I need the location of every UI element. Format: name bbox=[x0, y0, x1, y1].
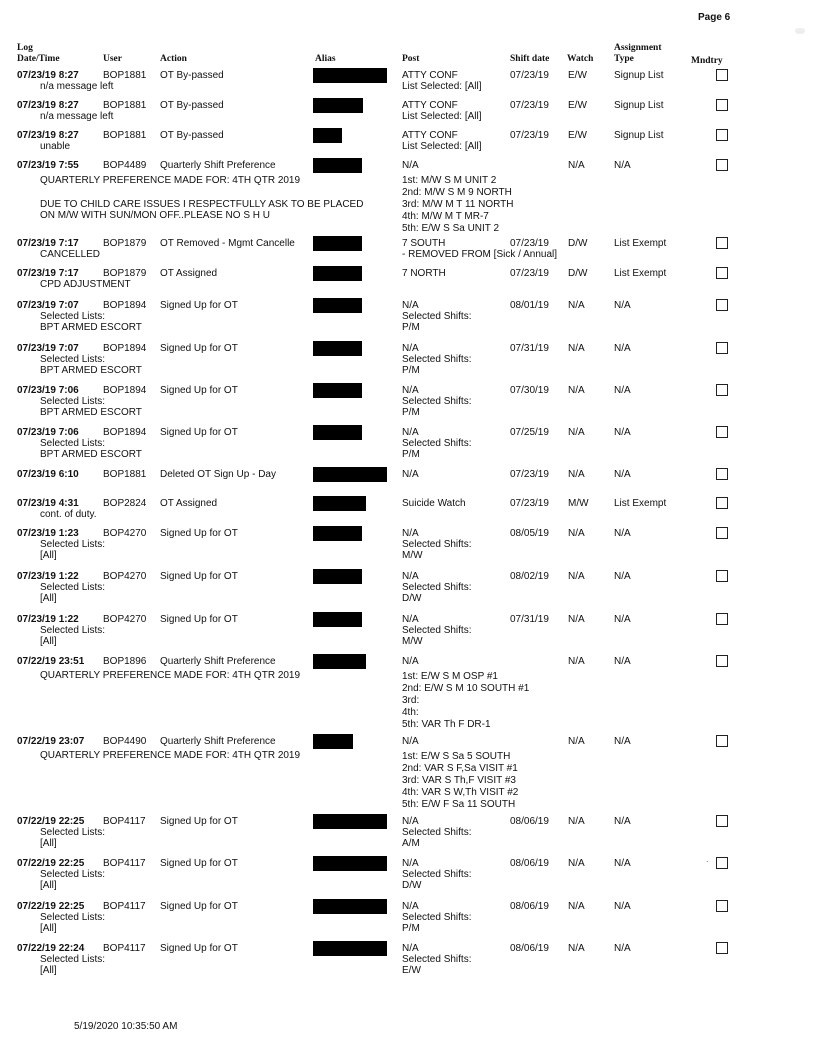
entry-user: BOP4117 bbox=[103, 901, 146, 912]
preference-3: 3rd: M/W M T 11 NORTH bbox=[402, 199, 514, 210]
entry-user: BOP4490 bbox=[103, 736, 147, 747]
entry-user: BOP1881 bbox=[103, 469, 147, 480]
entry-post: N/A bbox=[402, 943, 419, 954]
entry-shift-date: 08/06/19 bbox=[510, 816, 549, 827]
entry-assignment-type: N/A bbox=[614, 160, 631, 171]
mandatory-checkbox[interactable] bbox=[716, 426, 728, 438]
entry-post: N/A bbox=[402, 614, 419, 625]
entry-shift-date: 08/06/19 bbox=[510, 943, 549, 954]
entry-note-line2: DUE TO CHILD CARE ISSUES I RESPECTFULLY ASK TO BE PLACED bbox=[40, 199, 364, 210]
mandatory-checkbox[interactable] bbox=[716, 613, 728, 625]
entry-post-detail: Selected Shifts: bbox=[402, 396, 472, 407]
entry-note-detail: [All] bbox=[40, 880, 57, 891]
entry-user: BOP4270 bbox=[103, 614, 147, 625]
entry-post-detail: Selected Shifts: bbox=[402, 625, 472, 636]
entry-action: Signed Up for OT bbox=[160, 343, 238, 354]
entry-post: N/A bbox=[402, 469, 419, 480]
entry-note-detail: [All] bbox=[40, 838, 57, 849]
entry-post: N/A bbox=[402, 343, 419, 354]
entry-post-detail: Selected Shifts: bbox=[402, 582, 472, 593]
entry-post-detail: List Selected: [All] bbox=[402, 111, 482, 122]
entry-note-detail: BPT ARMED ESCORT bbox=[40, 365, 142, 376]
entry-post: N/A bbox=[402, 858, 419, 869]
alias-redaction bbox=[313, 734, 353, 749]
entry-action: OT By-passed bbox=[160, 70, 224, 81]
entry-shift-date: 07/31/19 bbox=[510, 614, 549, 625]
entry-assignment-type: N/A bbox=[614, 656, 631, 667]
entry-user: BOP1894 bbox=[103, 427, 147, 438]
entry-note-detail: BPT ARMED ESCORT bbox=[40, 322, 142, 333]
mandatory-checkbox[interactable] bbox=[716, 655, 728, 667]
mandatory-checkbox[interactable] bbox=[716, 159, 728, 171]
entry-datetime: 07/22/19 22:25 bbox=[17, 816, 85, 827]
entry-post-detail: List Selected: [All] bbox=[402, 81, 482, 92]
alias-redaction bbox=[313, 341, 362, 356]
alias-redaction bbox=[313, 425, 362, 440]
alias-redaction bbox=[313, 158, 362, 173]
entry-post-detail: Selected Shifts: bbox=[402, 954, 472, 965]
entry-watch: N/A bbox=[568, 571, 585, 582]
entry-assignment-type: N/A bbox=[614, 736, 631, 747]
entry-assignment-type: N/A bbox=[614, 858, 631, 869]
entry-datetime: 07/23/19 7:06 bbox=[17, 427, 79, 438]
entry-action: Signed Up for OT bbox=[160, 528, 238, 539]
entry-post: Suicide Watch bbox=[402, 498, 466, 509]
entry-note-line3: ON M/W WITH SUN/MON OFF..PLEASE NO S H U bbox=[40, 210, 271, 221]
entry-shift-date: 07/25/19 bbox=[510, 427, 549, 438]
entry-action: Deleted OT Sign Up - Day bbox=[160, 469, 276, 480]
entry-action: Quarterly Shift Preference bbox=[160, 160, 276, 171]
entry-post-detail: - REMOVED FROM [Sick / Annual] bbox=[402, 249, 558, 260]
entry-note: Selected Lists: bbox=[40, 912, 106, 923]
entry-shift-date: 08/02/19 bbox=[510, 571, 549, 582]
entry-note: CANCELLED bbox=[40, 249, 101, 260]
entry-post-detail: Selected Shifts: bbox=[402, 869, 472, 880]
entry-selected-shift: P/M bbox=[402, 322, 420, 333]
entry-post: ATTY CONF bbox=[402, 100, 458, 111]
entry-note-detail: BPT ARMED ESCORT bbox=[40, 407, 142, 418]
entry-post-detail: List Selected: [All] bbox=[402, 141, 482, 152]
entry-post-detail: Selected Shifts: bbox=[402, 354, 472, 365]
entry-datetime: 07/23/19 1:22 bbox=[17, 571, 79, 582]
entry-watch: N/A bbox=[568, 160, 585, 171]
alias-redaction bbox=[313, 68, 387, 83]
entry-note: Selected Lists: bbox=[40, 582, 106, 593]
entry-datetime: 07/23/19 8:27 bbox=[17, 70, 79, 81]
preference-5: 5th: E/W F Sa 11 SOUTH bbox=[402, 799, 516, 810]
entry-selected-shift: P/M bbox=[402, 407, 420, 418]
entry-datetime: 07/23/19 8:27 bbox=[17, 130, 79, 141]
preference-4: 4th: bbox=[402, 707, 419, 718]
entry-note-detail: [All] bbox=[40, 636, 57, 647]
entry-post-detail: Selected Shifts: bbox=[402, 438, 472, 449]
alias-redaction bbox=[313, 98, 363, 113]
entry-user: BOP4117 bbox=[103, 816, 146, 827]
entry-assignment-type: N/A bbox=[614, 469, 631, 480]
entry-user: BOP1881 bbox=[103, 100, 147, 111]
entry-post: N/A bbox=[402, 656, 419, 667]
entry-assignment-type: N/A bbox=[614, 427, 631, 438]
entry-assignment-type: N/A bbox=[614, 300, 631, 311]
entry-watch: M/W bbox=[568, 498, 589, 509]
entry-note-detail: BPT ARMED ESCORT bbox=[40, 449, 142, 460]
entry-watch: N/A bbox=[568, 858, 585, 869]
preference-5: 5th: E/W S Sa UNIT 2 bbox=[402, 223, 500, 234]
alias-redaction bbox=[313, 266, 362, 281]
entry-post: N/A bbox=[402, 427, 419, 438]
entry-note: Selected Lists: bbox=[40, 354, 106, 365]
entry-post-detail: Selected Shifts: bbox=[402, 539, 472, 550]
alias-redaction bbox=[313, 236, 362, 251]
entry-action: Signed Up for OT bbox=[160, 300, 238, 311]
entry-shift-date: 07/31/19 bbox=[510, 343, 549, 354]
entry-note: Selected Lists: bbox=[40, 625, 106, 636]
header-action: Action bbox=[160, 54, 187, 64]
mandatory-checkbox[interactable] bbox=[716, 129, 728, 141]
entry-post: N/A bbox=[402, 901, 419, 912]
mandatory-checkbox[interactable] bbox=[716, 342, 728, 354]
preference-2: 2nd: M/W S M 9 NORTH bbox=[402, 187, 512, 198]
entry-action: OT Assigned bbox=[160, 498, 218, 509]
entry-post: N/A bbox=[402, 736, 419, 747]
entry-post: N/A bbox=[402, 160, 419, 171]
entry-shift-date: 07/23/19 bbox=[510, 268, 549, 279]
entry-datetime: 07/23/19 7:17 bbox=[17, 238, 79, 249]
entry-shift-date: 07/23/19 bbox=[510, 498, 549, 509]
entry-datetime: 07/23/19 7:55 bbox=[17, 160, 79, 171]
alias-redaction bbox=[313, 526, 362, 541]
mandatory-checkbox[interactable] bbox=[716, 900, 728, 912]
entry-note: Selected Lists: bbox=[40, 869, 106, 880]
entry-action: Signed Up for OT bbox=[160, 571, 238, 582]
entry-post-detail: Selected Shifts: bbox=[402, 827, 472, 838]
entry-note: CPD ADJUSTMENT bbox=[40, 279, 131, 290]
header-assignment: Assignment bbox=[614, 43, 662, 53]
entry-selected-shift: D/W bbox=[402, 880, 422, 891]
alias-redaction bbox=[313, 298, 362, 313]
entry-note: Selected Lists: bbox=[40, 396, 106, 407]
entry-action: Quarterly Shift Preference bbox=[160, 736, 276, 747]
entry-user: BOP4489 bbox=[103, 160, 147, 171]
alias-redaction bbox=[313, 814, 387, 829]
entry-shift-date: 07/23/19 bbox=[510, 238, 549, 249]
header-date-time: Date/Time bbox=[17, 54, 60, 64]
entry-action: OT By-passed bbox=[160, 130, 224, 141]
entry-watch: N/A bbox=[568, 385, 585, 396]
mandatory-checkbox[interactable] bbox=[716, 942, 728, 954]
mandatory-checkbox[interactable] bbox=[716, 735, 728, 747]
entry-action: Signed Up for OT bbox=[160, 427, 238, 438]
entry-shift-date: 08/05/19 bbox=[510, 528, 549, 539]
entry-datetime: 07/22/19 22:25 bbox=[17, 858, 85, 869]
entry-watch: N/A bbox=[568, 528, 585, 539]
entry-action: OT Removed - Mgmt Cancelle bbox=[160, 238, 295, 249]
entry-post: N/A bbox=[402, 300, 419, 311]
entry-datetime: 07/23/19 6:10 bbox=[17, 469, 79, 480]
entry-user: BOP1881 bbox=[103, 130, 147, 141]
entry-note: Selected Lists: bbox=[40, 311, 106, 322]
entry-user: BOP4117 bbox=[103, 858, 146, 869]
alias-redaction bbox=[313, 941, 387, 956]
entry-post: 7 NORTH bbox=[402, 268, 446, 279]
entry-datetime: 07/23/19 7:06 bbox=[17, 385, 79, 396]
entry-note: n/a message left bbox=[40, 81, 114, 92]
stray-mark: . bbox=[706, 854, 709, 864]
entry-action: Signed Up for OT bbox=[160, 385, 238, 396]
entry-watch: N/A bbox=[568, 816, 585, 827]
entry-action: Signed Up for OT bbox=[160, 816, 238, 827]
entry-shift-date: 07/23/19 bbox=[510, 70, 549, 81]
alias-redaction bbox=[313, 128, 342, 143]
entry-watch: E/W bbox=[568, 130, 587, 141]
entry-selected-shift: E/W bbox=[402, 965, 421, 976]
entry-assignment-type: N/A bbox=[614, 901, 631, 912]
alias-redaction bbox=[313, 467, 387, 482]
entry-post: N/A bbox=[402, 385, 419, 396]
entry-user: BOP1894 bbox=[103, 343, 147, 354]
entry-watch: D/W bbox=[568, 238, 588, 249]
entry-selected-shift: P/M bbox=[402, 449, 420, 460]
entry-note: QUARTERLY PREFERENCE MADE FOR: 4TH QTR 2019 bbox=[40, 750, 301, 761]
entry-shift-date: 07/23/19 bbox=[510, 130, 549, 141]
alias-redaction bbox=[313, 569, 362, 584]
entry-selected-shift: D/W bbox=[402, 593, 422, 604]
entry-assignment-type: N/A bbox=[614, 943, 631, 954]
entry-user: BOP2824 bbox=[103, 498, 147, 509]
entry-action: Signed Up for OT bbox=[160, 943, 238, 954]
entry-assignment-type: N/A bbox=[614, 571, 631, 582]
preference-3: 3rd: VAR S Th,F VISIT #3 bbox=[402, 775, 516, 786]
preference-4: 4th: M/W M T MR-7 bbox=[402, 211, 489, 222]
header-user: User bbox=[103, 54, 122, 64]
entry-note: Selected Lists: bbox=[40, 438, 106, 449]
header-mndtry: Mndtry bbox=[691, 56, 723, 66]
header-shift-date: Shift date bbox=[510, 54, 550, 64]
alias-redaction bbox=[313, 654, 366, 669]
entry-assignment-type: N/A bbox=[614, 614, 631, 625]
entry-post: N/A bbox=[402, 571, 419, 582]
entry-note-detail: [All] bbox=[40, 923, 57, 934]
entry-post: N/A bbox=[402, 528, 419, 539]
entry-post: ATTY CONF bbox=[402, 70, 458, 81]
page-number: Page 6 bbox=[698, 12, 731, 23]
entry-watch: N/A bbox=[568, 943, 585, 954]
mandatory-checkbox[interactable] bbox=[716, 527, 728, 539]
entry-action: Signed Up for OT bbox=[160, 614, 238, 625]
entry-action: Quarterly Shift Preference bbox=[160, 656, 276, 667]
entry-note: Selected Lists: bbox=[40, 827, 106, 838]
entry-assignment-type: List Exempt bbox=[614, 238, 667, 249]
entry-user: BOP4117 bbox=[103, 943, 146, 954]
entry-shift-date: 08/01/19 bbox=[510, 300, 549, 311]
entry-shift-date: 07/30/19 bbox=[510, 385, 549, 396]
mandatory-checkbox[interactable] bbox=[716, 69, 728, 81]
entry-user: BOP4270 bbox=[103, 528, 147, 539]
entry-datetime: 07/23/19 8:27 bbox=[17, 100, 79, 111]
entry-watch: E/W bbox=[568, 100, 587, 111]
preference-5: 5th: VAR Th F DR-1 bbox=[402, 719, 491, 730]
alias-redaction bbox=[313, 899, 387, 914]
alias-redaction bbox=[313, 496, 366, 511]
entry-datetime: 07/22/19 23:51 bbox=[17, 656, 85, 667]
entry-user: BOP1879 bbox=[103, 268, 147, 279]
entry-datetime: 07/23/19 7:17 bbox=[17, 268, 79, 279]
mandatory-checkbox[interactable] bbox=[716, 237, 728, 249]
entry-selected-shift: P/M bbox=[402, 923, 420, 934]
entry-assignment-type: N/A bbox=[614, 528, 631, 539]
entry-watch: E/W bbox=[568, 70, 587, 81]
entry-assignment-type: N/A bbox=[614, 816, 631, 827]
mandatory-checkbox[interactable] bbox=[716, 99, 728, 111]
entry-action: OT Assigned bbox=[160, 268, 218, 279]
entry-datetime: 07/23/19 7:07 bbox=[17, 300, 79, 311]
alias-redaction bbox=[313, 612, 362, 627]
entry-shift-date: 07/23/19 bbox=[510, 469, 549, 480]
entry-datetime: 07/22/19 22:24 bbox=[17, 943, 85, 954]
entry-assignment-type: Signup List bbox=[614, 130, 664, 141]
entry-watch: N/A bbox=[568, 469, 585, 480]
header-alias: Alias bbox=[315, 54, 336, 64]
alias-redaction bbox=[313, 856, 387, 871]
entry-selected-shift: P/M bbox=[402, 365, 420, 376]
scan-smudge bbox=[795, 28, 805, 34]
entry-user: BOP1881 bbox=[103, 70, 147, 81]
mandatory-checkbox[interactable] bbox=[716, 497, 728, 509]
entry-watch: N/A bbox=[568, 614, 585, 625]
entry-user: BOP4270 bbox=[103, 571, 147, 582]
entry-user: BOP1894 bbox=[103, 385, 147, 396]
entry-selected-shift: M/W bbox=[402, 636, 423, 647]
entry-datetime: 07/23/19 7:07 bbox=[17, 343, 79, 354]
entry-note: QUARTERLY PREFERENCE MADE FOR: 4TH QTR 2019 bbox=[40, 670, 301, 681]
entry-user: BOP1896 bbox=[103, 656, 147, 667]
entry-watch: D/W bbox=[568, 268, 588, 279]
entry-assignment-type: Signup List bbox=[614, 100, 664, 111]
entry-note: QUARTERLY PREFERENCE MADE FOR: 4TH QTR 2019 bbox=[40, 175, 301, 186]
entry-assignment-type: N/A bbox=[614, 343, 631, 354]
entry-selected-shift: M/W bbox=[402, 550, 423, 561]
entry-datetime: 07/22/19 22:25 bbox=[17, 901, 85, 912]
preference-2: 2nd: VAR S F,Sa VISIT #1 bbox=[402, 763, 518, 774]
print-timestamp: 5/19/2020 10:35:50 AM bbox=[74, 1021, 178, 1032]
preference-1: 1st: E/W S M OSP #1 bbox=[402, 671, 498, 682]
mandatory-checkbox[interactable] bbox=[716, 468, 728, 480]
entry-note: Selected Lists: bbox=[40, 954, 106, 965]
entry-shift-date: 08/06/19 bbox=[510, 858, 549, 869]
entry-assignment-type: List Exempt bbox=[614, 268, 667, 279]
header-post: Post bbox=[402, 54, 420, 64]
entry-action: Signed Up for OT bbox=[160, 901, 238, 912]
entry-selected-shift: A/M bbox=[402, 838, 420, 849]
entry-datetime: 07/22/19 23:07 bbox=[17, 736, 85, 747]
entry-post: N/A bbox=[402, 816, 419, 827]
preference-3: 3rd: bbox=[402, 695, 420, 706]
preference-2: 2nd: E/W S M 10 SOUTH #1 bbox=[402, 683, 530, 694]
entry-note-detail: [All] bbox=[40, 593, 57, 604]
entry-datetime: 07/23/19 1:22 bbox=[17, 614, 79, 625]
header-log: Log bbox=[17, 43, 33, 53]
entry-post-detail: Selected Shifts: bbox=[402, 311, 472, 322]
preference-1: 1st: M/W S M UNIT 2 bbox=[402, 175, 497, 186]
entry-note: cont. of duty. bbox=[40, 509, 97, 520]
entry-note: Selected Lists: bbox=[40, 539, 106, 550]
entry-assignment-type: List Exempt bbox=[614, 498, 667, 509]
header-watch: Watch bbox=[567, 54, 594, 64]
entry-user: BOP1894 bbox=[103, 300, 147, 311]
mandatory-checkbox[interactable] bbox=[716, 857, 728, 869]
entry-datetime: 07/23/19 4:31 bbox=[17, 498, 79, 509]
entry-action: Signed Up for OT bbox=[160, 858, 238, 869]
entry-note-detail: [All] bbox=[40, 965, 57, 976]
mandatory-checkbox[interactable] bbox=[716, 815, 728, 827]
entry-note: unable bbox=[40, 141, 71, 152]
entry-action: OT By-passed bbox=[160, 100, 224, 111]
entry-post-detail: Selected Shifts: bbox=[402, 912, 472, 923]
entry-watch: N/A bbox=[568, 427, 585, 438]
entry-user: BOP1879 bbox=[103, 238, 147, 249]
entry-watch: N/A bbox=[568, 736, 585, 747]
alias-redaction bbox=[313, 383, 362, 398]
header-type: Type bbox=[614, 54, 634, 64]
entry-watch: N/A bbox=[568, 343, 585, 354]
mandatory-checkbox[interactable] bbox=[716, 384, 728, 396]
entry-assignment-type: Signup List bbox=[614, 70, 664, 81]
entry-shift-date: 08/06/19 bbox=[510, 901, 549, 912]
entry-shift-date: 07/23/19 bbox=[510, 100, 549, 111]
entry-assignment-type: N/A bbox=[614, 385, 631, 396]
entry-watch: N/A bbox=[568, 300, 585, 311]
entry-watch: N/A bbox=[568, 901, 585, 912]
entry-datetime: 07/23/19 1:23 bbox=[17, 528, 79, 539]
preference-4: 4th: VAR S W,Th VISIT #2 bbox=[402, 787, 519, 798]
entry-note: n/a message left bbox=[40, 111, 114, 122]
entry-watch: N/A bbox=[568, 656, 585, 667]
mandatory-checkbox[interactable] bbox=[716, 299, 728, 311]
entry-note-detail: [All] bbox=[40, 550, 57, 561]
preference-1: 1st: E/W S Sa 5 SOUTH bbox=[402, 751, 511, 762]
mandatory-checkbox[interactable] bbox=[716, 267, 728, 279]
entry-post: 7 SOUTH bbox=[402, 238, 446, 249]
entry-post: ATTY CONF bbox=[402, 130, 458, 141]
mandatory-checkbox[interactable] bbox=[716, 570, 728, 582]
